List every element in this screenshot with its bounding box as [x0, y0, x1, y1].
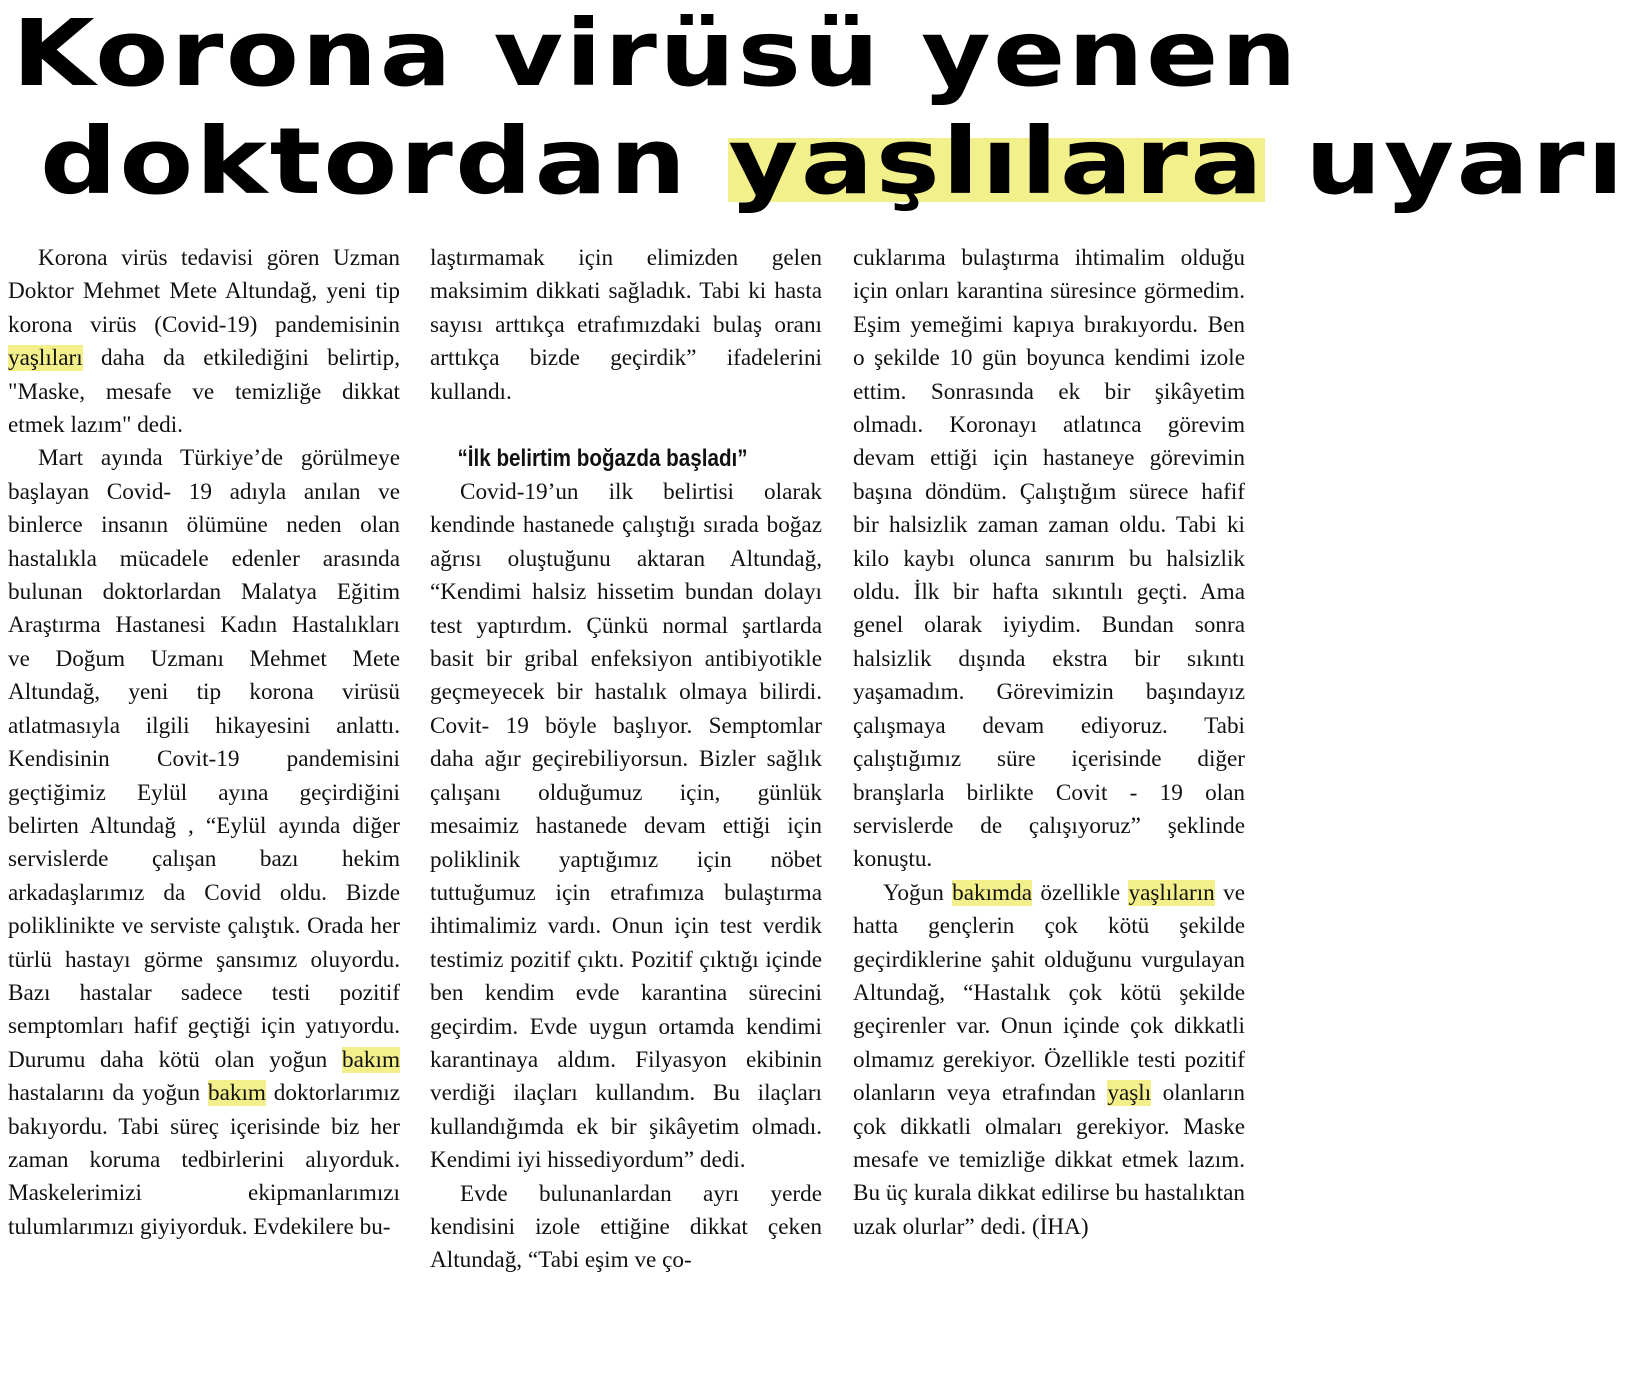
column-3-paragraph-1: cuklarıma bulaştırma ihtimalim olduğu için onları karantina süresince görmedim. Eşim yemeğimi kapıya bırakıyordu. Ben o şekilde 10 gün boyunca kendimi izole ettim. Sonrasında ek bir şikâyetim olmadı. Koronayı atlatınca görevim devam ettiği için hastaneye görevimin başına döndüm. Çalıştığım sürece hafif bir halsizlik zaman zaman oldu. Tabi ki kilo kaybı olunca sanırım bu halsizlik oldu. İlk bir hafta sıkıntılı geçti. Ama genel olarak iyiydim. Bundan sonra halsizlik dışında ekstra bir sıkıntı yaşamadım. Görevimizin başındayız çalışmaya devam ediyoruz. Tabi çalıştığımız süre içerisinde diğer branşlarla birlikte Covit - 19 olan servislerde de çalışıyoruz” şeklinde konuştu.	[853, 245, 1245, 873]
highlighted-word: yaşlıları	[8, 345, 83, 372]
headline-line-1: Korona virüsü yenen	[12, 0, 1300, 107]
highlighted-word: bakım	[342, 1046, 400, 1073]
column-1-paragraph-2	[8, 442, 400, 1244]
highlighted-word: yaşlıların	[1128, 879, 1215, 906]
column-2-paragraph-1: laştırmamak için elimizden gelen maksimim dikkati sağladık. Tabi ki hasta sayısı arttıkça etrafımızdaki bulaş oranı arttıkça bizde geçirdik” ifadelerini kullandı.	[430, 245, 822, 405]
text-span: daha da etkilediğini belirtip, "Maske, mesafe ve temizliğe dikkat etmek lazım" dedi.	[8, 345, 400, 439]
headline-highlight: yaşlılara	[728, 108, 1266, 215]
text-span: hastalarını da yoğun	[8, 1080, 208, 1107]
column-3-paragraph-2	[853, 877, 1245, 1244]
text-span: Mart ayında Türkiye’de görülmeye başlayan Covid- 19 adıyla anılan ve binlerce insanın ölümüne neden olan hastalıkla mücadele edenler arasında bulunan doktorlardan Malatya Eğitim Araştırma Hastanesi Kadın Hastalıkları ve Doğum Uzmanı Mehmet Mete Altundağ, yeni tip korona virüsü atlatmasıyla ilgili hikayesini anlattı. Kendisinin Covit-19 pandemisini geçtiğimiz Eylül ayına geçirdiğini belirten Altundağ , “Eylül ayında diğer servislerde çalışan bazı hekim arkadaşlarımız da Covid oldu. Bizde poliklinikte ve serviste çalıştık. Orada her türlü hastayı görme şansımız oluyordu. Bazı hastalar sadece testi pozitif semptomları hafif geçtiği için yatıyordu. Durumu daha kötü olan yoğun	[8, 445, 400, 1073]
highlighted-word: bakım	[207, 1080, 266, 1107]
text-span: doktorlarımız bakıyordu. Tabi süreç içerisinde biz her zaman koruma tedbirlerini alıyorduk. Maskelerimizi ekipmanlarımızı tulumlarımızı giyiyorduk. Evdekilere bu-	[8, 1080, 400, 1240]
article-column-2	[430, 242, 822, 1278]
column-1-paragraph-1	[8, 242, 400, 442]
column-2-paragraph-3: Evde bulunanlardan ayrı yerde kendisini izole ettiğine dikkat çeken Altundağ, “Tabi eşim ve ço-	[430, 1180, 822, 1274]
highlighted-word: yaşlı	[1107, 1080, 1152, 1107]
subheading: “İlk belirtim boğazda başladı”	[457, 445, 748, 473]
text-span: olanların çok dikkatli olmaları gerekiyor. Maske mesafe ve temizliğe dikkat etmek lazım. Bu üç kurala dikkat edilirse bu hastalıktan uzak olurlar” dedi. (İHA)	[853, 1080, 1246, 1240]
text-span: Yoğun	[883, 879, 953, 906]
headline-line-2-end: uyarı	[1265, 108, 1626, 215]
spacer	[430, 409, 822, 442]
column-2-paragraph-2: Covid-19’un ilk belirtisi olarak kendinde hastanede çalıştığı sırada boğaz ağrısı oluştuğunu aktaran Altundağ, “Kendimi halsiz hissetim bundan dolayı test yaptırdım. Çünkü normal şartlarda basit bir gribal enfeksiyon antibiyotikle geçmeyecek bir hastalık olmaya bilirdi. Covit- 19 böyle başlıyor. Semptomlar daha ağır geçirebiliyorsun. Bizler sağlık çalışanı olduğumuz için, günlük mesaimiz hastanede devam ettiği için poliklinik yaptığımız için nöbet tuttuğumuz için etrafımıza bulaştırma ihtimalimiz vardı. Onun için test verdik testimiz pozitif çıktı. Pozitif çıktığı içinde ben kendim evde karantina sürecini geçirdim. Evde uygun ortamda kendimi karantinaya aldım. Filyasyon ekibinin verdiği ilaçları kullandım. Bu ilaçları kullandığımda ek bir şikâyetim olmadı. Kendimi iyi hissediyordum” dedi.	[430, 479, 822, 1174]
text-span: ve hatta gençlerin çok kötü şekilde geçirdiklerine şahit olduğunu vurgulayan Altundağ, “Hastalık çok kötü şekilde geçirenler var. Onun içinde çok dikkatli olmamız gerekiyor. Özellikle testi pozitif olanların veya etrafından	[853, 879, 1245, 1107]
headline-line-2	[40, 108, 1626, 216]
highlighted-word: bakımda	[952, 879, 1032, 906]
headline-line-2-start: doktordan	[40, 108, 729, 215]
article-column-1	[8, 242, 400, 1244]
headline	[12, 0, 1626, 216]
text-span: Korona virüs tedavisi gören Uzman Doktor Mehmet Mete Altundağ, yeni tip korona virüs (Covid-19) pandemisinin	[8, 245, 400, 338]
article-column-3	[853, 242, 1245, 1244]
text-span: özellikle	[1031, 879, 1129, 906]
